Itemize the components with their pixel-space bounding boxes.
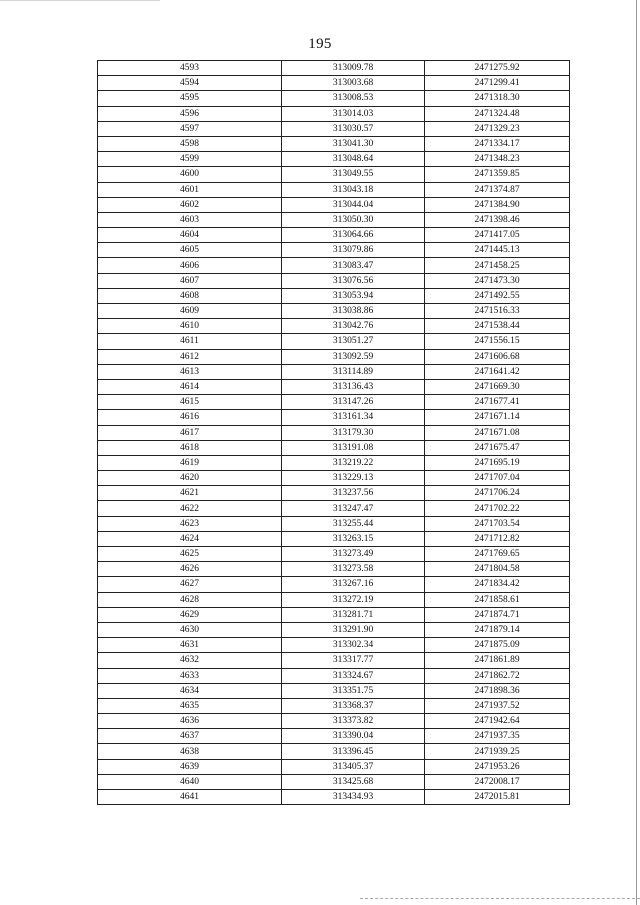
table-row [98, 440, 570, 455]
point-number-cell: 4632 [98, 653, 282, 668]
y-coordinate-cell: 2471937.52 [425, 698, 570, 713]
table-row [98, 136, 570, 151]
x-coordinate-cell: 313219.22 [282, 455, 425, 470]
table-row [98, 638, 570, 653]
x-coordinate-cell: 313136.43 [282, 379, 425, 394]
table-row [98, 501, 570, 516]
y-coordinate-cell: 2471953.26 [425, 759, 570, 774]
table-row [98, 790, 570, 805]
y-coordinate-cell: 2471702.22 [425, 501, 570, 516]
y-coordinate-cell: 2471334.17 [425, 136, 570, 151]
point-number-cell: 4596 [98, 106, 282, 121]
table-row [98, 364, 570, 379]
table-row [98, 106, 570, 121]
x-coordinate-cell: 313272.19 [282, 592, 425, 607]
table-row [98, 653, 570, 668]
y-coordinate-cell: 2471861.89 [425, 653, 570, 668]
point-number-cell: 4617 [98, 425, 282, 440]
x-coordinate-cell: 313396.45 [282, 744, 425, 759]
point-number-cell: 4600 [98, 167, 282, 182]
table-row [98, 152, 570, 167]
point-number-cell: 4633 [98, 668, 282, 683]
y-coordinate-cell: 2471804.58 [425, 562, 570, 577]
point-number-cell: 4629 [98, 607, 282, 622]
y-coordinate-cell: 2471677.41 [425, 395, 570, 410]
point-number-cell: 4621 [98, 486, 282, 501]
point-number-cell: 4637 [98, 729, 282, 744]
y-coordinate-cell: 2471875.09 [425, 638, 570, 653]
point-number-cell: 4640 [98, 774, 282, 789]
y-coordinate-cell: 2471706.24 [425, 486, 570, 501]
x-coordinate-cell: 313317.77 [282, 653, 425, 668]
table-row [98, 455, 570, 470]
x-coordinate-cell: 313302.34 [282, 638, 425, 653]
x-coordinate-cell: 313368.37 [282, 698, 425, 713]
y-coordinate-cell: 2471318.30 [425, 91, 570, 106]
coordinate-table [97, 60, 570, 805]
y-coordinate-cell: 2472008.17 [425, 774, 570, 789]
x-coordinate-cell: 313076.56 [282, 273, 425, 288]
table-row [98, 243, 570, 258]
y-coordinate-cell: 2471675.47 [425, 440, 570, 455]
y-coordinate-cell: 2471712.82 [425, 531, 570, 546]
x-coordinate-cell: 313030.57 [282, 121, 425, 136]
table-row [98, 273, 570, 288]
point-number-cell: 4618 [98, 440, 282, 455]
y-coordinate-cell: 2471398.46 [425, 212, 570, 227]
y-coordinate-cell: 2471473.30 [425, 273, 570, 288]
table-row [98, 258, 570, 273]
scan-edge-bottom [360, 898, 640, 900]
x-coordinate-cell: 313014.03 [282, 106, 425, 121]
x-coordinate-cell: 313191.08 [282, 440, 425, 455]
table-row [98, 774, 570, 789]
x-coordinate-cell: 313048.64 [282, 152, 425, 167]
point-number-cell: 4623 [98, 516, 282, 531]
table-row [98, 607, 570, 622]
point-number-cell: 4625 [98, 547, 282, 562]
y-coordinate-cell: 2471384.90 [425, 197, 570, 212]
point-number-cell: 4631 [98, 638, 282, 653]
table-row [98, 304, 570, 319]
y-coordinate-cell: 2471275.92 [425, 61, 570, 76]
y-coordinate-cell: 2471769.65 [425, 547, 570, 562]
y-coordinate-cell: 2471348.23 [425, 152, 570, 167]
x-coordinate-cell: 313064.66 [282, 228, 425, 243]
x-coordinate-cell: 313043.18 [282, 182, 425, 197]
y-coordinate-cell: 2471641.42 [425, 364, 570, 379]
table-row [98, 592, 570, 607]
y-coordinate-cell: 2471669.30 [425, 379, 570, 394]
y-coordinate-cell: 2471299.41 [425, 76, 570, 91]
x-coordinate-cell: 313229.13 [282, 471, 425, 486]
table-row [98, 167, 570, 182]
y-coordinate-cell: 2471937.35 [425, 729, 570, 744]
point-number-cell: 4616 [98, 410, 282, 425]
page-number: 195 [308, 36, 332, 52]
x-coordinate-cell: 313053.94 [282, 288, 425, 303]
y-coordinate-cell: 2471606.68 [425, 349, 570, 364]
x-coordinate-cell: 313009.78 [282, 61, 425, 76]
point-number-cell: 4605 [98, 243, 282, 258]
x-coordinate-cell: 313263.15 [282, 531, 425, 546]
table-row [98, 91, 570, 106]
y-coordinate-cell: 2471874.71 [425, 607, 570, 622]
point-number-cell: 4602 [98, 197, 282, 212]
table-row [98, 395, 570, 410]
y-coordinate-cell: 2471538.44 [425, 319, 570, 334]
table-row [98, 61, 570, 76]
table-row [98, 698, 570, 713]
point-number-cell: 4628 [98, 592, 282, 607]
y-coordinate-cell: 2471556.15 [425, 334, 570, 349]
point-number-cell: 4604 [98, 228, 282, 243]
point-number-cell: 4641 [98, 790, 282, 805]
point-number-cell: 4612 [98, 349, 282, 364]
table-row [98, 228, 570, 243]
x-coordinate-cell: 313038.86 [282, 304, 425, 319]
point-number-cell: 4619 [98, 455, 282, 470]
table-row [98, 683, 570, 698]
x-coordinate-cell: 313273.49 [282, 547, 425, 562]
table-row [98, 547, 570, 562]
table-row [98, 182, 570, 197]
table-row [98, 319, 570, 334]
point-number-cell: 4603 [98, 212, 282, 227]
x-coordinate-cell: 313291.90 [282, 622, 425, 637]
y-coordinate-cell: 2471445.13 [425, 243, 570, 258]
point-number-cell: 4598 [98, 136, 282, 151]
y-coordinate-cell: 2471862.72 [425, 668, 570, 683]
point-number-cell: 4609 [98, 304, 282, 319]
x-coordinate-cell: 313373.82 [282, 714, 425, 729]
x-coordinate-cell: 313050.30 [282, 212, 425, 227]
table-row [98, 410, 570, 425]
x-coordinate-cell: 313044.04 [282, 197, 425, 212]
x-coordinate-cell: 313008.53 [282, 91, 425, 106]
table-row [98, 212, 570, 227]
y-coordinate-cell: 2471492.55 [425, 288, 570, 303]
table-row [98, 379, 570, 394]
x-coordinate-cell: 313051.27 [282, 334, 425, 349]
point-number-cell: 4608 [98, 288, 282, 303]
table-row [98, 288, 570, 303]
x-coordinate-cell: 313003.68 [282, 76, 425, 91]
table-row [98, 714, 570, 729]
x-coordinate-cell: 313161.34 [282, 410, 425, 425]
y-coordinate-cell: 2471671.08 [425, 425, 570, 440]
point-number-cell: 4634 [98, 683, 282, 698]
x-coordinate-cell: 313147.26 [282, 395, 425, 410]
y-coordinate-cell: 2471374.87 [425, 182, 570, 197]
y-coordinate-cell: 2471879.14 [425, 622, 570, 637]
x-coordinate-cell: 313083.47 [282, 258, 425, 273]
point-number-cell: 4639 [98, 759, 282, 774]
scan-edge-top [0, 0, 160, 3]
y-coordinate-cell: 2471329.23 [425, 121, 570, 136]
x-coordinate-cell: 313237.56 [282, 486, 425, 501]
x-coordinate-cell: 313267.16 [282, 577, 425, 592]
table-row [98, 425, 570, 440]
x-coordinate-cell: 313425.68 [282, 774, 425, 789]
x-coordinate-cell: 313273.58 [282, 562, 425, 577]
y-coordinate-cell: 2471516.33 [425, 304, 570, 319]
table-row [98, 744, 570, 759]
table-row [98, 76, 570, 91]
y-coordinate-cell: 2471703.54 [425, 516, 570, 531]
point-number-cell: 4636 [98, 714, 282, 729]
point-number-cell: 4627 [98, 577, 282, 592]
point-number-cell: 4630 [98, 622, 282, 637]
point-number-cell: 4613 [98, 364, 282, 379]
point-number-cell: 4597 [98, 121, 282, 136]
x-coordinate-cell: 313042.76 [282, 319, 425, 334]
table-row [98, 531, 570, 546]
x-coordinate-cell: 313390.04 [282, 729, 425, 744]
point-number-cell: 4626 [98, 562, 282, 577]
table-row [98, 471, 570, 486]
y-coordinate-cell: 2471858.61 [425, 592, 570, 607]
y-coordinate-cell: 2471695.19 [425, 455, 570, 470]
table-row [98, 486, 570, 501]
point-number-cell: 4635 [98, 698, 282, 713]
point-number-cell: 4599 [98, 152, 282, 167]
point-number-cell: 4593 [98, 61, 282, 76]
y-coordinate-cell: 2471939.25 [425, 744, 570, 759]
x-coordinate-cell: 313434.93 [282, 790, 425, 805]
table-row [98, 759, 570, 774]
table-row [98, 562, 570, 577]
y-coordinate-cell: 2472015.81 [425, 790, 570, 805]
point-number-cell: 4607 [98, 273, 282, 288]
table-row [98, 516, 570, 531]
y-coordinate-cell: 2471458.25 [425, 258, 570, 273]
x-coordinate-cell: 313255.44 [282, 516, 425, 531]
point-number-cell: 4594 [98, 76, 282, 91]
y-coordinate-cell: 2471942.64 [425, 714, 570, 729]
x-coordinate-cell: 313405.37 [282, 759, 425, 774]
x-coordinate-cell: 313079.86 [282, 243, 425, 258]
table-row [98, 349, 570, 364]
x-coordinate-cell: 313114.89 [282, 364, 425, 379]
point-number-cell: 4624 [98, 531, 282, 546]
table-row [98, 197, 570, 212]
point-number-cell: 4622 [98, 501, 282, 516]
point-number-cell: 4614 [98, 379, 282, 394]
scan-edge-right [636, 0, 637, 905]
table-row [98, 729, 570, 744]
y-coordinate-cell: 2471671.14 [425, 410, 570, 425]
y-coordinate-cell: 2471834.42 [425, 577, 570, 592]
y-coordinate-cell: 2471898.36 [425, 683, 570, 698]
point-number-cell: 4601 [98, 182, 282, 197]
x-coordinate-cell: 313049.55 [282, 167, 425, 182]
x-coordinate-cell: 313041.30 [282, 136, 425, 151]
point-number-cell: 4595 [98, 91, 282, 106]
y-coordinate-cell: 2471417.05 [425, 228, 570, 243]
point-number-cell: 4606 [98, 258, 282, 273]
point-number-cell: 4615 [98, 395, 282, 410]
y-coordinate-cell: 2471359.85 [425, 167, 570, 182]
point-number-cell: 4610 [98, 319, 282, 334]
x-coordinate-cell: 313247.47 [282, 501, 425, 516]
x-coordinate-cell: 313324.67 [282, 668, 425, 683]
y-coordinate-cell: 2471324.48 [425, 106, 570, 121]
x-coordinate-cell: 313179.30 [282, 425, 425, 440]
x-coordinate-cell: 313351.75 [282, 683, 425, 698]
x-coordinate-cell: 313092.59 [282, 349, 425, 364]
point-number-cell: 4638 [98, 744, 282, 759]
table-row [98, 668, 570, 683]
coordinate-table-body [98, 61, 570, 805]
y-coordinate-cell: 2471707.04 [425, 471, 570, 486]
x-coordinate-cell: 313281.71 [282, 607, 425, 622]
table-row [98, 577, 570, 592]
table-row [98, 622, 570, 637]
table-row [98, 121, 570, 136]
point-number-cell: 4611 [98, 334, 282, 349]
point-number-cell: 4620 [98, 471, 282, 486]
table-row [98, 334, 570, 349]
